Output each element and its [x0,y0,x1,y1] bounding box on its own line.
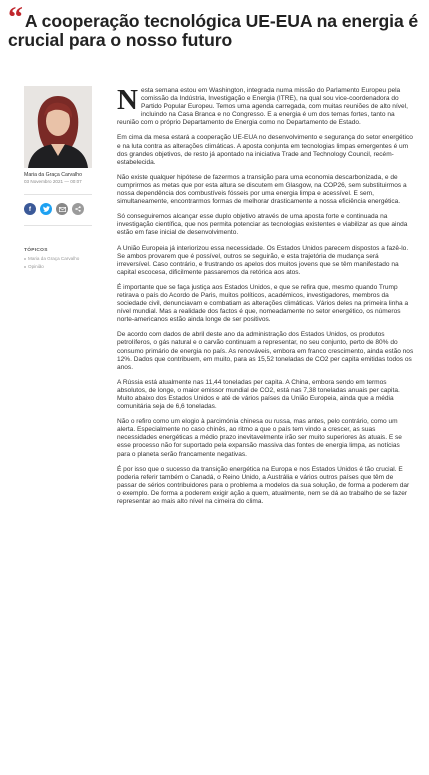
sidebar-divider [24,194,92,195]
article-paragraph: De acordo com dados de abril deste ano da administração dos Estados Unidos, os produtos petrolíferos, o gás natural e o carvão continuam a representar, no seu conjunto, perto de 80% do consumo primário de energia no país. As renováveis, embora em franco crescimento, ainda estão nos 12%. Dados que contribuem, em muito, para as 15,52 toneladas de CO2 per capita emitidas todos os anos. [117,331,414,371]
author-name[interactable]: Maria da Graça Carvalho [24,172,82,178]
article-paragraph: Não existe qualquer hipótese de fazermos a transição para uma economia descarbonizada, e de cumprirmos as metas que por esta altura se discutem em Glasgow, na COP26, sem substituirmos a nossa dependência dos combustíveis fósseis por uma energia limpa e acessível. E sem, simultaneamente, encontrarmos formas de melhorar drasticamente a nossa eficiência energética. [117,173,407,206]
facebook-icon[interactable]: f [24,203,36,215]
share-icon[interactable] [72,203,84,215]
topics-heading: TÓPICOS [24,248,48,253]
social-share-bar [24,203,92,215]
article-title [8,1,422,50]
article-paragraph: Só conseguiremos alcançar esse duplo objetivo através de uma aposta forte e continuada na investigação científica, que nos permita potenciar as tecnologias existentes e viabilizar as que ainda estão em fase inicial de desenvolvimento. [117,213,408,237]
author-sidebar [24,86,92,269]
article-paragraph: Em cima da mesa estará a cooperação UE-EUA no desenvolvimento e segurança do setor energético e na luta contra as alterações climáticas. A aposta conjunta em tecnologias limpas emergentes é um dos grandes objetivos, de resto já apontado na iniciativa Trade and Technology Council, recém-estabelecida. [117,134,413,166]
email-icon[interactable] [56,203,68,215]
topic-link-opiniao[interactable]: Opinião [24,264,92,269]
article-paragraph [117,84,414,127]
article-paragraph: É importante que se faça justiça aos Estados Unidos, e que se refira que, mesmo quando Trump retirava o país do Acordo de Paris, muitos políticos, académicos, investigadores, membros da sociedade civil, denunciavam e combatiam as alterações climáticas. Vários deles na primeira linha a nível mundial. Mas a realidade dos factos é que, nomeadamente no setor energético, os números norte-americanos estão ainda longe de ser positivos. [117,283,409,324]
quote-icon: “ [8,1,23,34]
paragraph-text: esta semana estou em Washington, integrada numa missão do Parlamento Europeu pela comissão da Indústria, Investigação e Energia (ITRE), na qual sou vice-coordenadora do Partido Popular Europeu. Temos uma agenda carregada, com muitas reuniões de alto nível, incluindo na Casa Branca e no Congresso. E a energia é um dos temas fortes, tanto na reunião com o próprio Departamento de Energia como no Departamento de Estado. [117,87,408,127]
twitter-icon[interactable] [40,203,52,215]
article-header [8,1,422,50]
topic-link-author[interactable]: Maria da Graça Carvalho [24,256,92,261]
article-paragraph: A Rússia está atualmente nas 11,44 toneladas per capita. A China, embora sendo em termos absolutos, de longe, o maior emissor mundial de CO2, está nas 7,38 toneladas anuais per capita. Muito abaixo dos Estados Unidos e até de vários países da União Europeia, ainda que a média comunitária seja de 6,6 toneladas. [117,378,400,411]
sidebar-divider [24,225,92,226]
article-title-text: A cooperação tecnológica UE-EUA na energia é crucial para o nosso futuro [8,11,419,50]
article-paragraph: É por isso que o sucesso da transição energética na Europa e nos Estados Unidos é tão crucial. E poderia referir também o Canadá, o Reino Unido, a Austrália e vários outros países que têm de passar de sérios contribuidores para o problema a modelos da sua solução, de forma a poderem dar o exemplo. De forma a poderem exigir ação a quem, atualmente, nem se dá ao trabalho de se fazer representar ao mais alto nível na cimeira do clima. [117,465,410,506]
article-body [117,84,414,513]
article-paragraph: Não o refiro como um elogio à parcimónia chinesa ou russa, mas antes, pelo contrário, como um alerta. Especialmente no caso chinês, ao ritmo a que o país tem vindo a crescer, as suas necessidades energéticas a médio prazo inevitavelmente irão ser muito superiores às atuais. E se esse processo não for suportado pela expansão massiva das fontes de energia limpa, as notícias para o planeta serão francamente negativas. [117,418,402,458]
publish-date: 03 Novembro 2021 — 00:07 [24,179,82,184]
author-photo [24,86,92,168]
author-portrait-icon [24,86,92,168]
drop-cap: N [117,84,138,116]
article-paragraph: A União Europeia já interiorizou essa necessidade. Os Estados Unidos parecem dispostos a fazê-lo. Se ambos provarem que é possível, outros se seguirão, e esta trajetória de mudança será irreversível. Caso contrário, e frustrando os apelos dos muitos jovens que se têm manifestado na capital escocesa, dificilmente passaremos da retórica aos atos. [117,244,409,276]
